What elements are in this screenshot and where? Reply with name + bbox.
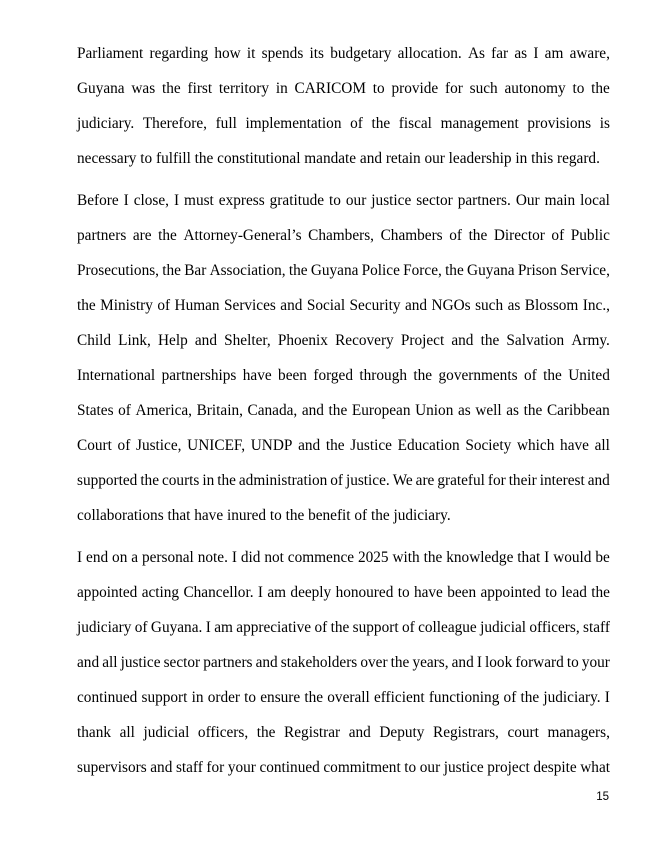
text-line xyxy=(77,715,610,750)
word: the xyxy=(543,367,562,384)
word: Service, xyxy=(560,262,610,279)
word: as xyxy=(507,297,521,314)
word: overall xyxy=(327,689,370,706)
text-line xyxy=(77,645,610,680)
word: Prosecutions, xyxy=(77,262,160,279)
word: and xyxy=(301,402,324,419)
word: what xyxy=(580,759,610,776)
word: of xyxy=(134,619,148,636)
word: supervisors xyxy=(77,759,147,776)
word: Society xyxy=(465,437,512,454)
word: UNICEF, xyxy=(187,437,246,454)
word: Bar xyxy=(184,262,207,279)
word: Canada, xyxy=(247,402,298,419)
word: territory xyxy=(218,80,270,97)
word: management xyxy=(440,115,519,132)
word: am xyxy=(267,584,287,601)
word: justice xyxy=(443,759,484,776)
word: Services xyxy=(224,297,276,314)
word: despite xyxy=(533,759,577,776)
word: the xyxy=(161,80,181,97)
word: order xyxy=(207,689,240,706)
word: and xyxy=(150,759,173,776)
word: thank xyxy=(77,724,111,741)
word: all xyxy=(102,654,118,671)
word: support xyxy=(352,619,399,636)
word: Caribbean xyxy=(546,402,610,419)
word: not xyxy=(264,549,284,566)
word: Chancellor. xyxy=(183,584,254,601)
word: allocation. xyxy=(397,45,462,62)
word: America, xyxy=(135,402,192,419)
word: in xyxy=(202,472,215,489)
word: to xyxy=(372,80,385,97)
word: the xyxy=(328,402,348,419)
word: Salvation xyxy=(506,332,565,349)
word: Before xyxy=(77,192,119,209)
word: to xyxy=(244,689,257,706)
word: I xyxy=(173,192,180,209)
word: and xyxy=(280,297,303,314)
word: the xyxy=(304,689,324,706)
word: Registrars, xyxy=(433,724,499,741)
word: I xyxy=(77,549,83,566)
word: with xyxy=(392,549,420,566)
word: on xyxy=(112,549,128,566)
word: officers, xyxy=(529,619,580,636)
word: project xyxy=(487,759,530,776)
text-line xyxy=(77,680,610,715)
word: court xyxy=(507,724,539,741)
word: been xyxy=(447,584,477,601)
word: to xyxy=(404,759,417,776)
word: Social xyxy=(306,297,346,314)
word: Deputy xyxy=(379,724,425,741)
word: partners xyxy=(203,654,253,671)
word: well xyxy=(475,402,502,419)
word: for xyxy=(206,759,225,776)
word: officers, xyxy=(197,724,249,741)
word: Public xyxy=(570,227,610,244)
word: the xyxy=(413,367,433,384)
word: did xyxy=(240,549,261,566)
word: the xyxy=(423,549,443,566)
word: express xyxy=(218,192,265,209)
word: justice. xyxy=(345,472,390,489)
paragraph-personal-note xyxy=(77,540,610,785)
word: partnerships xyxy=(161,367,237,384)
word: deeply xyxy=(290,584,332,601)
word: Ministry xyxy=(100,297,153,314)
word: and xyxy=(348,724,371,741)
word: is xyxy=(599,115,610,132)
word: the xyxy=(480,332,500,349)
word: autonomy xyxy=(504,80,566,97)
word: how xyxy=(214,45,241,62)
word: the xyxy=(330,619,350,636)
word: functioning xyxy=(428,689,500,706)
word: Education xyxy=(397,437,460,454)
text-line xyxy=(77,358,610,393)
word: judicial xyxy=(480,619,526,636)
word: justice xyxy=(371,192,412,209)
word: courts xyxy=(161,472,200,489)
word: the xyxy=(468,227,488,244)
word: of xyxy=(118,402,131,419)
text-line xyxy=(77,428,610,463)
word: look xyxy=(485,654,513,671)
word: over xyxy=(360,654,388,671)
word: the xyxy=(162,262,181,279)
word: Justice xyxy=(350,437,392,454)
word: administration xyxy=(238,472,328,489)
word: States xyxy=(77,402,114,419)
word: support xyxy=(141,689,188,706)
word: Recovery xyxy=(335,332,394,349)
word: to xyxy=(329,192,341,209)
word: Union xyxy=(415,402,454,419)
word: Shelter, xyxy=(224,332,271,349)
word: Security xyxy=(349,297,401,314)
word: supported xyxy=(77,472,138,489)
word: staff xyxy=(175,759,203,776)
word: the xyxy=(158,227,177,244)
word: years, xyxy=(412,654,449,671)
word: Our xyxy=(515,192,540,209)
word: the xyxy=(445,262,464,279)
word: NGOs xyxy=(431,297,471,314)
word: forward xyxy=(515,654,564,671)
word: appreciative xyxy=(236,619,312,636)
word: in xyxy=(191,689,204,706)
word: the xyxy=(217,472,236,489)
word: are xyxy=(415,472,435,489)
word: partners. xyxy=(457,192,511,209)
word: Association, xyxy=(209,262,286,279)
text-line xyxy=(77,610,610,645)
word: of xyxy=(157,297,171,314)
word: of xyxy=(314,619,328,636)
word: Director xyxy=(493,227,545,244)
word: for xyxy=(487,472,506,489)
word: Blossom xyxy=(524,297,579,314)
text-line xyxy=(77,288,610,323)
word: I xyxy=(544,549,550,566)
word: first xyxy=(187,80,213,97)
word: Human xyxy=(174,297,220,314)
word: personal xyxy=(141,549,194,566)
word: in xyxy=(275,80,288,97)
word: have xyxy=(242,367,272,384)
word: of xyxy=(330,472,343,489)
word: the xyxy=(523,402,543,419)
word: interest xyxy=(539,472,585,489)
word: provide xyxy=(391,80,439,97)
word: Link, xyxy=(118,332,151,349)
word: the xyxy=(520,689,540,706)
word: all xyxy=(594,437,610,454)
text-line xyxy=(77,218,610,253)
text-line xyxy=(77,71,610,106)
word: of xyxy=(523,367,537,384)
word: appointed xyxy=(480,584,541,601)
text-line xyxy=(77,106,610,141)
word: for xyxy=(444,80,463,97)
word: and xyxy=(255,654,278,671)
word: Guyana xyxy=(310,262,359,279)
word: managers, xyxy=(547,724,610,741)
word: judiciary. xyxy=(77,115,135,132)
word: our xyxy=(419,759,441,776)
paragraph-justice-partners xyxy=(77,183,610,533)
text-line: collaborations that have inured to the benefit of the judiciary. xyxy=(77,507,451,524)
word: UNDP xyxy=(250,437,293,454)
text-line xyxy=(77,183,610,218)
page-number: 15 xyxy=(596,791,609,803)
word: its xyxy=(309,45,324,62)
text-line: necessary to fulfill the constitutional mandate and retain our leadership in this regard. xyxy=(77,150,600,167)
word: was xyxy=(131,80,156,97)
word: a xyxy=(131,549,139,566)
word: stakeholders xyxy=(280,654,358,671)
word: Court xyxy=(77,437,112,454)
word: of xyxy=(401,619,415,636)
word: that xyxy=(517,549,541,566)
word: Help xyxy=(158,332,188,349)
word: the xyxy=(591,584,610,601)
word: to xyxy=(572,80,585,97)
word: efficient xyxy=(373,689,425,706)
word: sector xyxy=(163,654,201,671)
word: as xyxy=(506,402,520,419)
word: grateful xyxy=(437,472,485,489)
word: and xyxy=(194,332,217,349)
word: full xyxy=(215,115,237,132)
text-line xyxy=(77,393,610,428)
text-line xyxy=(77,750,610,785)
word: the xyxy=(256,724,276,741)
word: far xyxy=(491,45,509,62)
word: Force, xyxy=(403,262,442,279)
word: fiscal xyxy=(398,115,432,132)
word: 2025 xyxy=(357,549,389,566)
word: regarding xyxy=(149,45,209,62)
text-line xyxy=(77,575,610,610)
word: aware, xyxy=(569,45,610,62)
word: Attorney-General’s xyxy=(183,227,302,244)
word: and xyxy=(451,654,474,671)
word: would xyxy=(553,549,592,566)
word: budgetary xyxy=(330,45,392,62)
word: our xyxy=(345,192,367,209)
word: I xyxy=(205,619,211,636)
word: to xyxy=(566,654,579,671)
word: Therefore, xyxy=(142,115,207,132)
word: We xyxy=(392,472,413,489)
word: to xyxy=(397,584,410,601)
word: Guyana xyxy=(77,80,125,97)
word: Parliament xyxy=(77,45,144,62)
word: as xyxy=(457,402,471,419)
word: Chambers, xyxy=(308,227,374,244)
word: I xyxy=(476,654,482,671)
word: justice xyxy=(120,654,161,671)
word: European xyxy=(351,402,411,419)
paragraph-fiscal-autonomy xyxy=(77,36,610,176)
word: Justice, xyxy=(136,437,182,454)
word: the xyxy=(591,80,610,97)
word: implementation xyxy=(245,115,342,132)
word: have xyxy=(413,584,443,601)
word: all xyxy=(119,724,135,741)
word: of xyxy=(117,437,131,454)
word: and xyxy=(587,472,610,489)
word: spends xyxy=(261,45,304,62)
word: the xyxy=(325,437,345,454)
word: such xyxy=(475,297,504,314)
word: gratitude xyxy=(269,192,325,209)
word: continued xyxy=(259,759,320,776)
word: as xyxy=(514,45,528,62)
word: Guyana xyxy=(467,262,515,279)
word: I xyxy=(123,192,129,209)
word: commitment xyxy=(323,759,401,776)
word: judiciary. xyxy=(543,689,601,706)
word: Phoenix xyxy=(277,332,328,349)
word: are xyxy=(132,227,152,244)
text-line xyxy=(77,463,610,498)
word: As xyxy=(467,45,485,62)
word: appointed xyxy=(77,584,138,601)
word: United xyxy=(568,367,610,384)
word: Prison xyxy=(517,262,557,279)
word: Registrar xyxy=(284,724,341,741)
word: of xyxy=(551,227,565,244)
word: judicial xyxy=(143,724,190,741)
word: Police xyxy=(361,262,400,279)
word: CARICOM xyxy=(294,80,366,97)
word: I xyxy=(533,45,539,62)
word: the xyxy=(371,115,391,132)
word: through xyxy=(359,367,407,384)
word: the xyxy=(390,654,410,671)
word: Army. xyxy=(571,332,610,349)
word: which xyxy=(516,437,555,454)
word: note. xyxy=(197,549,228,566)
word: be xyxy=(595,549,610,566)
word: and xyxy=(298,437,321,454)
word: staff xyxy=(583,619,610,636)
word: of xyxy=(449,227,462,244)
word: Project xyxy=(400,332,445,349)
text-line xyxy=(77,540,610,575)
word: and xyxy=(77,654,100,671)
word: your xyxy=(227,759,256,776)
word: of xyxy=(503,689,517,706)
word: ensure xyxy=(260,689,301,706)
word: it xyxy=(246,45,256,62)
word: to xyxy=(545,584,558,601)
word: main xyxy=(544,192,576,209)
word: knowledge xyxy=(446,549,514,566)
word: forged xyxy=(313,367,353,384)
word: Inc., xyxy=(582,297,610,314)
word: judiciary xyxy=(77,619,132,636)
word: International xyxy=(77,367,156,384)
text-line xyxy=(77,253,610,288)
word: your xyxy=(581,654,610,671)
word: their xyxy=(508,472,537,489)
word: the xyxy=(140,472,160,489)
word: must xyxy=(184,192,214,209)
word: governments xyxy=(438,367,518,384)
word: and xyxy=(404,297,428,314)
word: continued xyxy=(77,689,138,706)
word: I xyxy=(231,549,237,566)
word: Britain, xyxy=(196,402,243,419)
word: such xyxy=(469,80,498,97)
word: been xyxy=(278,367,307,384)
word: local xyxy=(580,192,610,209)
word: close, xyxy=(133,192,169,209)
word: Guyana. xyxy=(150,619,203,636)
word: partners xyxy=(77,227,127,244)
word: have xyxy=(560,437,589,454)
word: I xyxy=(604,689,610,706)
word: Chambers xyxy=(380,227,443,244)
word: sector xyxy=(416,192,453,209)
text-line xyxy=(77,36,610,71)
word: Child xyxy=(77,332,111,349)
word: the xyxy=(288,262,308,279)
word: acting xyxy=(141,584,180,601)
word: am xyxy=(214,619,233,636)
word: I xyxy=(257,584,263,601)
word: the xyxy=(77,297,96,314)
word: lead xyxy=(561,584,587,601)
word: provisions xyxy=(527,115,592,132)
text-line xyxy=(77,323,610,358)
word: end xyxy=(86,549,109,566)
word: commence xyxy=(287,549,355,566)
word: am xyxy=(544,45,564,62)
word: and xyxy=(451,332,474,349)
word: honoured xyxy=(335,584,394,601)
word: colleague xyxy=(418,619,477,636)
word: of xyxy=(350,115,363,132)
